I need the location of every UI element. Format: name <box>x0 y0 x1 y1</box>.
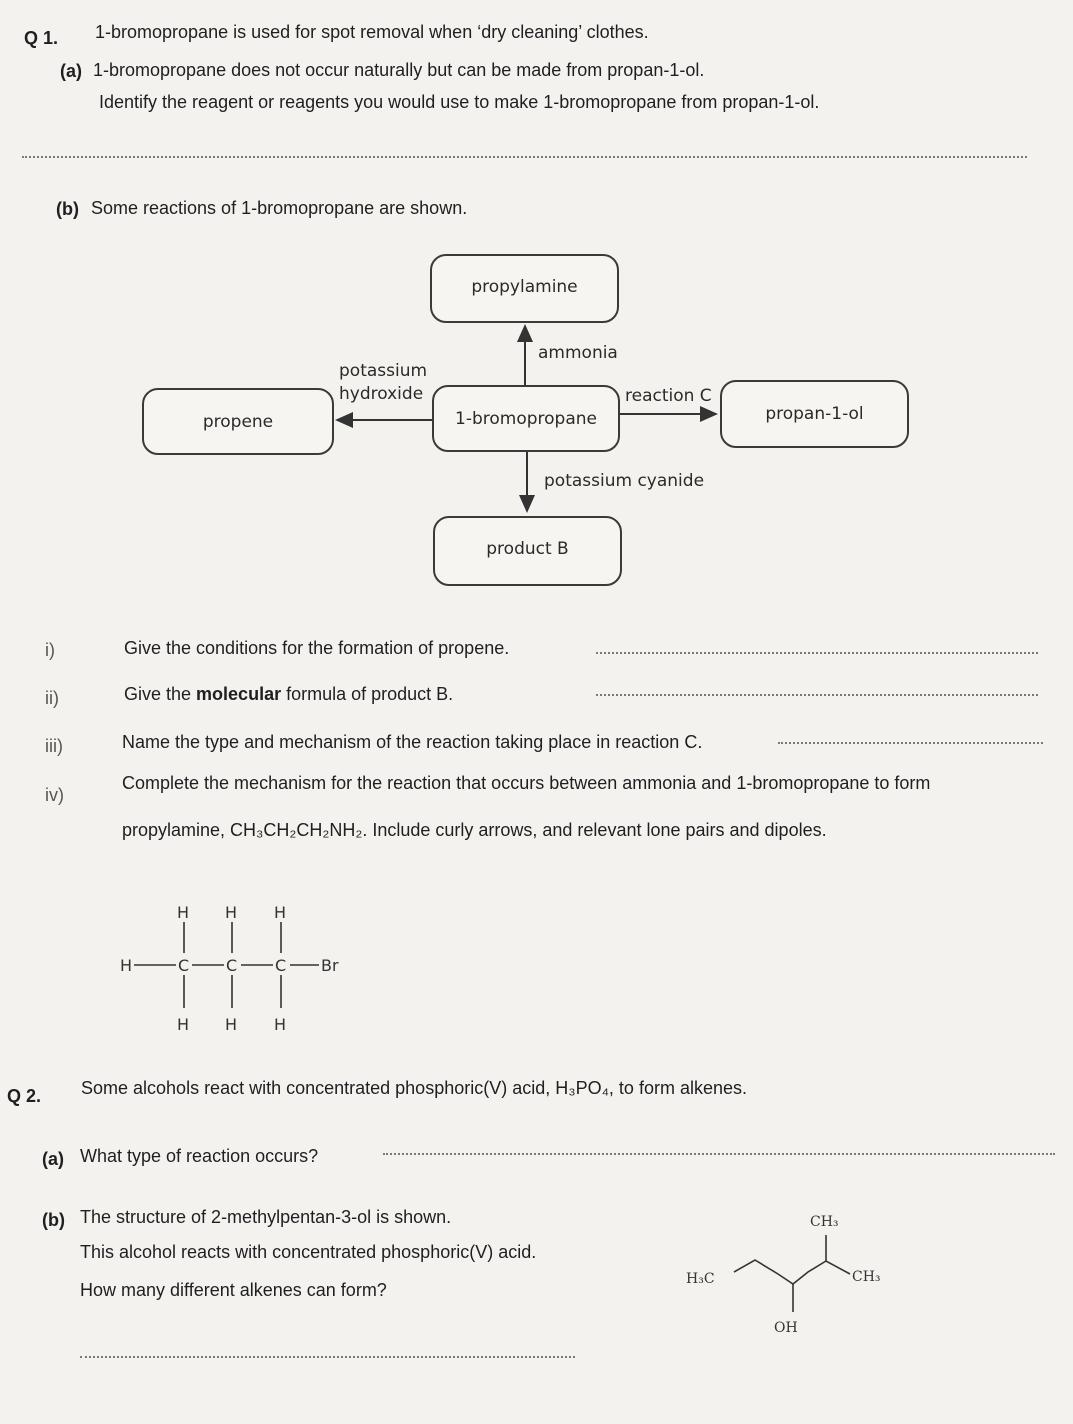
q1a-line2: Identify the reagent or reagents you would use to make 1-bromopropane from propan-1-ol. <box>99 92 820 112</box>
q1a-line1: 1-bromopropane does not occur naturally but can be made from propan-1-ol. <box>93 60 705 80</box>
propanol-label: propan-1-ol <box>765 404 864 424</box>
q2b-label: (b) <box>42 1210 65 1230</box>
q2a-label: (a) <box>42 1149 64 1169</box>
atom-c: C <box>178 956 190 975</box>
part-iii-num: iii) <box>45 736 63 756</box>
atom-c: C <box>226 956 238 975</box>
q1b-intro: Some reactions of 1-bromopropane are shown. <box>91 198 468 218</box>
q2b-line3: How many different alkenes can form? <box>80 1280 387 1300</box>
oh-label: OH <box>774 1320 798 1336</box>
atom-h: H <box>225 1015 238 1034</box>
q2b-line2: This alcohol reacts with concentrated phosphoric(V) acid. <box>80 1242 537 1262</box>
part-iv-line2: propylamine, CH₃CH₂CH₂NH₂. Include curly arrows, and relevant lone pairs and dipoles. <box>122 820 827 840</box>
atom-br: Br <box>321 956 339 975</box>
q2a-text: What type of reaction occurs? <box>80 1146 319 1166</box>
h3c-label: H₃C <box>686 1271 715 1287</box>
part-ii-text-pre: Give the <box>124 684 197 704</box>
potassium-hydroxide-line1: potassium <box>339 361 428 381</box>
part-i-num: i) <box>45 640 55 660</box>
atom-h: H <box>120 956 133 975</box>
q2-intro: Some alcohols react with concentrated phosphoric(V) acid, H₃PO₄, to form alkenes. <box>81 1078 747 1098</box>
potassium-hydroxide-line2: hydroxide <box>339 384 424 404</box>
q2-number: Q 2. <box>7 1086 42 1106</box>
q1-intro: 1-bromopropane is used for spot removal when ‘dry cleaning’ clothes. <box>95 22 649 42</box>
ch3-right-label: CH₃ <box>852 1269 881 1285</box>
product-b-label: product B <box>486 539 569 559</box>
part-iv-num: iv) <box>45 785 64 805</box>
propene-label: propene <box>202 411 274 432</box>
part-ii-text-post: formula of product B. <box>281 684 454 704</box>
atom-h: H <box>177 1015 190 1034</box>
bromopropane-label: 1-bromopropane <box>455 408 597 429</box>
atom-h: H <box>225 903 238 922</box>
propylamine-label: propylamine <box>471 276 578 297</box>
part-ii-text-bold: molecular <box>196 684 282 704</box>
q1a-label: (a) <box>60 61 82 81</box>
part-i-text: Give the conditions for the formation of propene. <box>124 638 510 658</box>
atom-h: H <box>274 1015 287 1034</box>
q1b-label: (b) <box>56 199 79 219</box>
ammonia-label: ammonia <box>538 343 618 363</box>
part-iv-line1: Complete the mechanism for the reaction that occurs between ammonia and 1-bromopropane to form <box>122 773 931 793</box>
atom-c: C <box>275 956 287 975</box>
atom-h: H <box>177 903 190 922</box>
part-ii-num: ii) <box>45 688 59 708</box>
reaction-c-label: reaction C <box>625 386 712 406</box>
q1-number: Q 1. <box>24 28 59 48</box>
part-iii-text: Name the type and mechanism of the reaction taking place in reaction C. <box>122 732 703 752</box>
q2b-line1: The structure of 2-methylpentan-3-ol is shown. <box>80 1207 452 1227</box>
carbon-chain <box>734 1260 850 1284</box>
potassium-cyanide-label: potassium cyanide <box>544 471 705 491</box>
atom-h: H <box>274 903 287 922</box>
ch3-top-label: CH₃ <box>810 1214 839 1230</box>
